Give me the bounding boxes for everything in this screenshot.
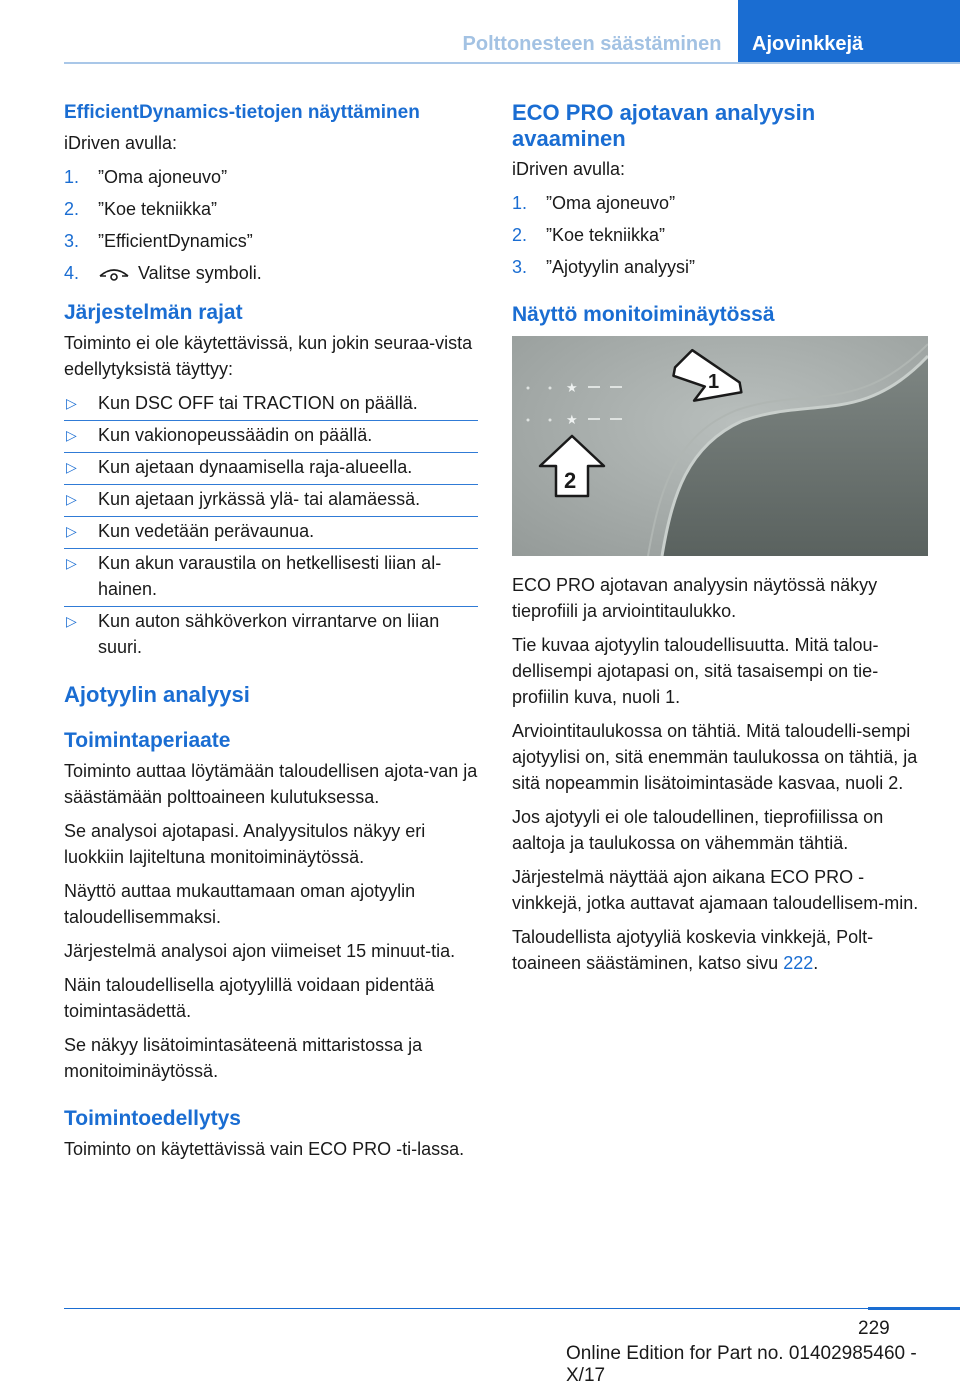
limits-list	[64, 390, 478, 660]
display-paragraph: Järjestelmä näyttää ajon aikana ECO PRO -vinkkejä, jotka auttavat ajamaan taloudellisem-min.	[512, 867, 919, 913]
principle-paragraph: Näin taloudellisella ajotyylillä voidaan pidentää toimintasädettä.	[64, 975, 435, 1021]
open-step: 2. ”Koe tekniikka”	[512, 225, 666, 245]
display-paragraph: ECO PRO ajotavan analyysin näytössä näkyy tieprofiili ja arviointitaulukko.	[512, 575, 878, 621]
svg-text:★: ★	[566, 381, 578, 396]
svg-text:2: 2	[564, 468, 577, 493]
triangle-bullet-icon: ▷	[66, 523, 77, 539]
header-section-title: Polttonesteen säästäminen	[462, 33, 722, 55]
limits-item: ▷ Kun vedetään perävaunua.	[64, 518, 478, 544]
open-step: 1. ”Oma ajoneuvo”	[512, 193, 676, 213]
principle-paragraph: Näyttö auttaa mukauttamaan oman ajotyylin taloudellisemmaksi.	[64, 881, 416, 927]
display-step: 1. ”Oma ajoneuvo”	[64, 167, 228, 187]
display-section-title: EfficientDynamics-tietojen näyttäminen	[64, 102, 420, 123]
triangle-bullet-icon: ▷	[66, 459, 77, 475]
principle-paragraph: Toiminto auttaa löytämään taloudellisen ajota-van ja säästämään polttoaineen kulutuksessa.	[64, 761, 478, 807]
principle-title: Toimintaperiaate	[64, 729, 231, 752]
page-number: 229	[858, 1318, 890, 1339]
footer-edition: Online Edition for Part no. 01402985460 - X/17	[566, 1343, 917, 1386]
footer-accent-bar	[868, 1307, 960, 1310]
triangle-bullet-icon: ▷	[66, 491, 77, 507]
tips-paragraph: Taloudellista ajotyyliä koskevia vinkkejä, Polt-toaineen säästäminen, katso sivu 222.	[512, 927, 874, 973]
limits-item: ▷ Kun ajetaan dynaamisella raja-alueella.	[64, 454, 478, 480]
limits-item: ▷ Kun ajetaan jyrkässä ylä- tai alamäessä.	[64, 486, 478, 512]
triangle-bullet-icon: ▷	[66, 613, 77, 629]
efficient-dynamics-icon	[98, 266, 130, 282]
open-step: 3. ”Ajotyylin analyysi”	[512, 257, 696, 277]
svg-text:1: 1	[708, 371, 720, 393]
display-intro: iDriven avulla:	[64, 133, 178, 153]
principle-paragraph: Järjestelmä analysoi ajon viimeiset 15 minuut-tia.	[64, 941, 456, 961]
display-paragraph: Tie kuvaa ajotyylin taloudellisuutta. Mitä talou-dellisempi ajotapasi on, sitä tasaisempi on tie-profiilin kuva, nuoli 1.	[512, 635, 879, 707]
display-step: 3. ”EfficientDynamics”	[64, 231, 253, 251]
right-column	[512, 100, 926, 984]
principle-paragraph: Se analysoi ajotapasi. Analyysitulos näkyy eri luokkiin lajiteltuna monitoiminäytössä.	[64, 821, 426, 867]
footer-rule	[64, 1308, 960, 1309]
requirement-title: Toimintoedellytys	[64, 1107, 241, 1130]
limits-item: ▷ Kun DSC OFF tai TRACTION on päällä.	[64, 390, 478, 416]
display-title: Näyttö monitoiminäytössä	[512, 303, 775, 326]
triangle-bullet-icon: ▷	[66, 427, 77, 443]
triangle-bullet-icon: ▷	[66, 395, 77, 411]
display-paragraph: Arviointitaulukossa on tähtiä. Mitä taloudelli-sempi ajotyylisi on, sitä enemmän taulukossa on tähtiä, ja sitä nopeammin lisätoimintasäde kasvaa, nuoli 2.	[512, 721, 918, 793]
display-step: 2. ”Koe tekniikka”	[64, 199, 218, 219]
display-step: 4. Valitse symboli.	[64, 263, 262, 283]
eco-pro-analysis-figure	[512, 336, 928, 556]
display-steps-list	[64, 164, 478, 286]
open-analysis-title: ECO PRO ajotavan analyysin avaaminen	[512, 100, 816, 151]
limits-item: ▷ Kun akun varaustila on hetkellisesti liian al-hainen.	[64, 550, 478, 602]
analysis-title: Ajotyylin analyysi	[64, 682, 250, 707]
triangle-bullet-icon: ▷	[66, 555, 77, 571]
open-intro: iDriven avulla:	[512, 159, 626, 179]
header-rule	[64, 62, 960, 64]
limits-item: ▷ Kun vakionopeussäädin on päällä.	[64, 422, 478, 448]
left-column	[64, 100, 478, 1170]
display-paragraph: Jos ajotyyli ei ole taloudellinen, tieprofiilissa on aaltoja ja taulukossa on vähemmän tähtiä.	[512, 807, 884, 853]
limits-item: ▷ Kun auton sähköverkon virrantarve on liian suuri.	[64, 608, 478, 660]
principle-paragraph: Se näkyy lisätoimintasäteenä mittaristossa ja monitoiminäytössä.	[64, 1035, 423, 1081]
limits-intro: Toiminto ei ole käytettävissä, kun jokin seuraa-vista edellytyksistä täyttyy:	[64, 333, 473, 379]
header-chapter-tab[interactable]: Ajovinkkejä	[738, 0, 960, 62]
limits-title: Järjestelmän rajat	[64, 301, 243, 324]
requirement-text: Toiminto on käytettävissä vain ECO PRO -ti-lassa.	[64, 1139, 465, 1159]
svg-text:★: ★	[566, 413, 578, 428]
page-reference-link[interactable]: 222	[783, 953, 814, 973]
open-steps-list	[512, 190, 926, 280]
